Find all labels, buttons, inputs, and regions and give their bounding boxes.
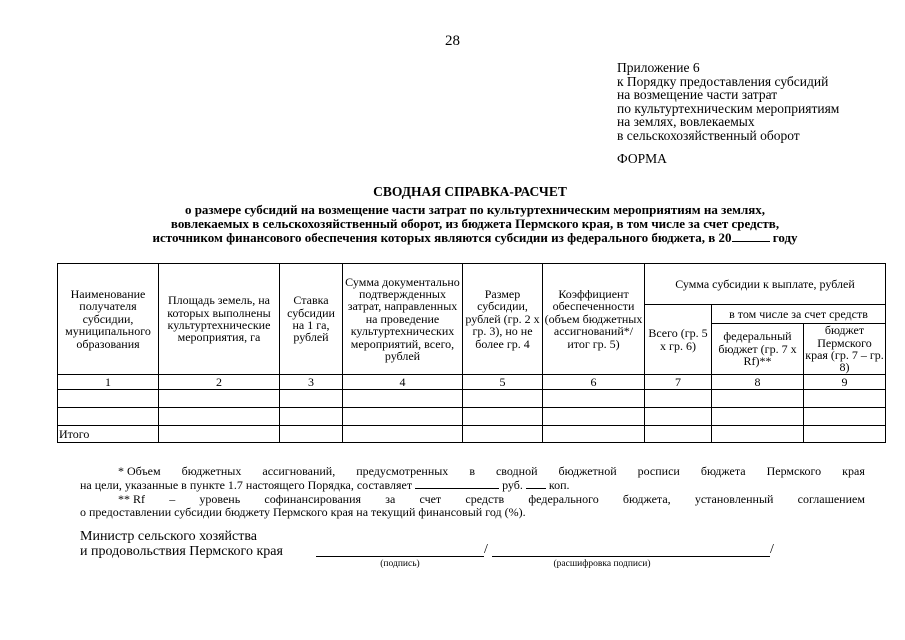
footnote-word: за: [385, 491, 396, 506]
table-row: [58, 390, 886, 408]
header-recipient: Наименование получателя субсидии, муниципального образования: [58, 264, 159, 375]
subtitle-line-start: источником финансового обеспечения которых являются субсидии из федерального бюджета, в 20: [152, 230, 732, 245]
signature-decode-line[interactable]: [492, 556, 770, 557]
table-cell[interactable]: [343, 408, 463, 426]
table-cell[interactable]: [343, 390, 463, 408]
amount-kopecks-blank[interactable]: [526, 478, 546, 489]
amount-rubles-blank[interactable]: [415, 478, 499, 489]
kopecks-label: коп.: [548, 478, 570, 493]
footnote-2-line: о предоставлении субсидии бюджету Пермского края на текущий финансовый год (%).: [80, 505, 526, 520]
footnote-word: сводной: [495, 464, 538, 478]
header-subsidy-size: Размер субсидии, рублей (гр. 2 х гр. 3), но не более гр. 4: [463, 264, 543, 375]
year-blank-field[interactable]: [732, 230, 770, 242]
table-cell[interactable]: [463, 426, 543, 443]
footnote-1-line: [80, 465, 865, 478]
column-number: 1: [58, 375, 159, 390]
header-costs: Сумма документально подтвержденных затрат, направленных на проведение культуртехнических мероприятий, всего, рублей: [343, 264, 463, 375]
header-land-area: Площадь земель, на которых выполнены культуртехнические мероприятия, га: [159, 264, 280, 375]
signer-line: и продовольствия Пермского края: [80, 543, 283, 559]
column-number: 5: [463, 375, 543, 390]
header-total: Всего (гр. 5 х гр. 6): [645, 305, 712, 375]
footnote-word: ** Rf: [118, 491, 145, 506]
table-cell[interactable]: [712, 390, 804, 408]
footnote-word: бюджета,: [622, 491, 671, 506]
column-number: 6: [543, 375, 645, 390]
footnote-word: уровень: [199, 491, 241, 506]
footnote-word: счет: [419, 491, 442, 506]
footnote-word: софинансирования: [264, 491, 362, 506]
column-number: 8: [712, 375, 804, 390]
footnote-word: –: [169, 491, 176, 506]
footnote-word: Пермского: [766, 464, 822, 478]
table-cell[interactable]: [159, 390, 280, 408]
header-funding-subgroup: в том числе за счет средств: [712, 305, 886, 324]
footnote-text: на цели, указанные в пункте 1.7 настоящего Порядка, составляет: [80, 478, 413, 493]
header-regional-budget: бюджет Пермского края (гр. 7 – гр. 8): [805, 323, 884, 375]
table-cell[interactable]: [543, 390, 645, 408]
subtitle-line: [85, 230, 865, 245]
column-number: 3: [280, 375, 343, 390]
rubles-label: руб.: [502, 478, 523, 493]
table-cell[interactable]: [159, 408, 280, 426]
subtitle-line: о размере субсидий на возмещение части затрат по культуртехническим мероприятиям на землях,: [184, 202, 766, 217]
footnote-word: ассигнований,: [262, 464, 336, 478]
table-cell[interactable]: [159, 426, 280, 443]
appendix-line: на возмещение части затрат: [617, 87, 778, 103]
table-row: [58, 408, 886, 426]
table-cell[interactable]: [58, 390, 159, 408]
table-cell[interactable]: [280, 408, 343, 426]
appendix-line: в сельскохозяйственный оборот: [617, 127, 800, 143]
table-cell[interactable]: [280, 390, 343, 408]
table-cell[interactable]: [645, 390, 712, 408]
footnote-word: края: [842, 464, 865, 478]
appendix-line: по культуртехническим мероприятиям: [617, 100, 840, 116]
footnote-word: федерального: [528, 491, 599, 506]
column-number: 7: [645, 375, 712, 390]
footnote-word: установленный: [694, 491, 774, 506]
document-title: СВОДНАЯ СПРАВКА-РАСЧЕТ: [373, 184, 567, 199]
table-cell[interactable]: [712, 408, 804, 426]
table-cell[interactable]: [712, 426, 804, 443]
header-subsidy-payout-group: Сумма субсидии к выплате, рублей: [645, 264, 886, 305]
table-cell[interactable]: [543, 408, 645, 426]
document-subtitle: [85, 203, 865, 245]
appendix-line: к Порядку предоставления субсидий: [617, 73, 829, 89]
table-cell[interactable]: [804, 426, 886, 443]
footnote-1-line: [80, 478, 865, 492]
subtitle-line-end: году: [772, 230, 798, 245]
footnote-word: средств: [465, 491, 505, 506]
signature-decode-caption: (расшифровка подписи): [553, 559, 651, 569]
table-cell[interactable]: [343, 426, 463, 443]
header-coefficient: Коэффициент обеспеченности (объем бюджетных ассигнований*/ итог гр. 5): [543, 264, 645, 375]
footnotes: [80, 465, 865, 520]
signature-separator: /: [484, 542, 488, 557]
footnote-word: в: [469, 464, 475, 478]
subtitle-line: вовлекаемых в сельскохозяйственный оборот, из бюджета Пермского края, в том числе за счет средств,: [170, 215, 780, 231]
footnote-word: бюджетных: [181, 464, 242, 478]
footnote-word: росписи: [637, 464, 680, 478]
column-number: 4: [343, 375, 463, 390]
form-label: ФОРМА: [617, 151, 667, 166]
column-number: 2: [159, 375, 280, 390]
header-federal-budget: федеральный бюджет (гр. 7 х Rf)**: [712, 324, 804, 375]
table-cell[interactable]: [804, 390, 886, 408]
header-rate: Ставка субсидии на 1 га, рублей: [280, 264, 343, 375]
signature-line[interactable]: [316, 556, 484, 557]
table-cell[interactable]: [645, 408, 712, 426]
table-cell[interactable]: [280, 426, 343, 443]
summary-table: [57, 263, 886, 443]
total-row: [58, 426, 886, 443]
table-cell[interactable]: [463, 390, 543, 408]
footnote-word: бюджетной: [558, 464, 617, 478]
footnote-word: бюджета: [700, 464, 746, 478]
footnote-word: предусмотренных: [356, 464, 449, 478]
appendix-line: Приложение 6: [617, 60, 700, 75]
appendix-reference: [617, 61, 839, 143]
page-number: 28: [445, 33, 460, 49]
footnote-2-line: [80, 493, 865, 506]
signer-line: Министр сельского хозяйства: [80, 529, 257, 544]
footnote-word: * Объем: [118, 464, 161, 478]
footnote-word: соглашением: [797, 491, 865, 506]
signer-title: [80, 530, 283, 559]
appendix-line: на землях, вовлекаемых: [617, 114, 755, 130]
table-cell[interactable]: [58, 408, 159, 426]
table-cell[interactable]: [543, 426, 645, 443]
table-cell[interactable]: [645, 426, 712, 443]
table-cell[interactable]: [463, 408, 543, 426]
total-label: Итого: [58, 426, 159, 443]
table-cell[interactable]: [804, 408, 886, 426]
column-number: 9: [804, 375, 886, 390]
signature-separator: /: [770, 542, 774, 557]
signature-caption: (подпись): [380, 559, 420, 569]
